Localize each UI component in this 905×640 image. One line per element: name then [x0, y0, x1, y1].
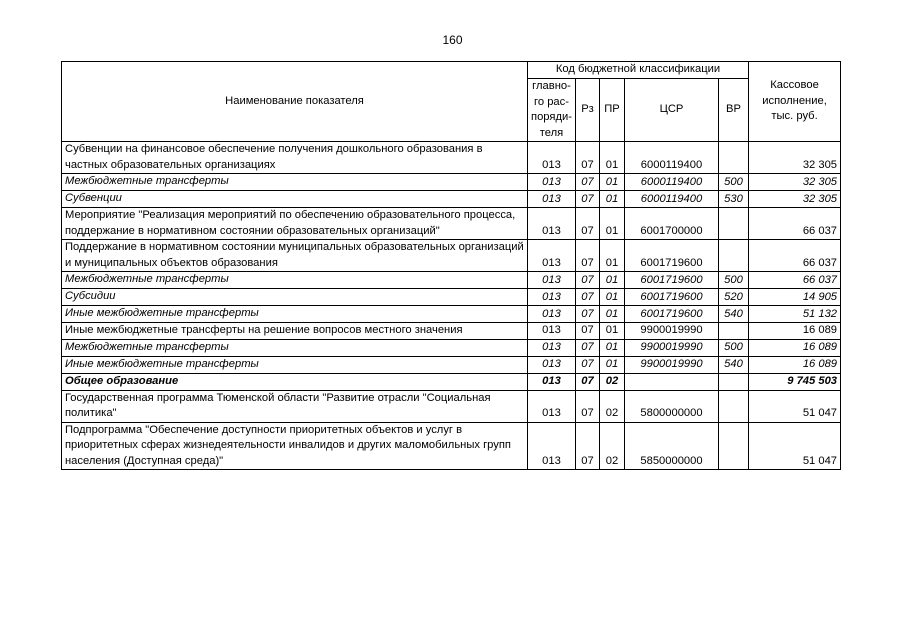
row-csr: 5800000000: [625, 390, 719, 422]
header-name: Наименование показателя: [62, 62, 528, 142]
row-csr: 6001719600: [625, 289, 719, 306]
table-row: [62, 390, 841, 422]
row-vr: 520: [719, 289, 749, 306]
row-name: Иные межбюджетные трансферты на решение вопросов местного значения: [62, 323, 528, 340]
row-name: Субсидии: [62, 289, 528, 306]
row-name: Иные межбюджетные трансферты: [62, 306, 528, 323]
row-rz: 07: [576, 339, 600, 356]
table-row: [62, 191, 841, 208]
row-rz: 07: [576, 208, 600, 240]
row-amount: 16 089: [749, 356, 841, 373]
row-pr: 01: [600, 191, 625, 208]
header-rz: Рз: [576, 79, 600, 142]
row-amount: 14 905: [749, 289, 841, 306]
row-vr: [719, 373, 749, 390]
row-pr: 01: [600, 272, 625, 289]
row-vr: [719, 390, 749, 422]
row-rz: 07: [576, 306, 600, 323]
row-name: Межбюджетные трансферты: [62, 272, 528, 289]
row-vr: 530: [719, 191, 749, 208]
header-code-group: Код бюджетной классификации: [528, 62, 749, 79]
table-row: [62, 323, 841, 340]
table-row: [62, 339, 841, 356]
row-name: Межбюджетные трансферты: [62, 339, 528, 356]
row-glavny: 013: [528, 191, 576, 208]
row-csr: 6000119400: [625, 191, 719, 208]
row-amount: 51 047: [749, 422, 841, 470]
row-glavny: 013: [528, 373, 576, 390]
row-amount: 51 047: [749, 390, 841, 422]
row-pr: 02: [600, 422, 625, 470]
row-glavny: 013: [528, 390, 576, 422]
row-rz: 07: [576, 289, 600, 306]
table-row: [62, 289, 841, 306]
row-pr: 01: [600, 240, 625, 272]
row-pr: 01: [600, 289, 625, 306]
table-row: [62, 356, 841, 373]
header-total: Кассовое исполнение, тыс. руб.: [749, 62, 841, 142]
row-rz: 07: [576, 323, 600, 340]
table-row: [62, 142, 841, 174]
header-vr: ВР: [719, 79, 749, 142]
row-glavny: 013: [528, 306, 576, 323]
row-vr: [719, 323, 749, 340]
header-csr: ЦСР: [625, 79, 719, 142]
row-pr: 01: [600, 323, 625, 340]
row-rz: 07: [576, 356, 600, 373]
row-pr: 01: [600, 356, 625, 373]
row-pr: 01: [600, 174, 625, 191]
header-pr: ПР: [600, 79, 625, 142]
table-body: [62, 142, 841, 470]
row-name: Государственная программа Тюменской области "Развитие отрасли "Социальная политика": [62, 390, 528, 422]
row-glavny: 013: [528, 208, 576, 240]
table-row: [62, 306, 841, 323]
row-vr: [719, 422, 749, 470]
row-pr: 01: [600, 339, 625, 356]
row-amount: 66 037: [749, 272, 841, 289]
row-csr: 6001719600: [625, 240, 719, 272]
row-name: Субвенции на финансовое обеспечение получения дошкольного образования в частных образовательных организациях: [62, 142, 528, 174]
row-glavny: 013: [528, 289, 576, 306]
row-rz: 07: [576, 174, 600, 191]
row-glavny: 013: [528, 356, 576, 373]
row-vr: [719, 142, 749, 174]
row-glavny: 013: [528, 323, 576, 340]
row-glavny: 013: [528, 142, 576, 174]
row-name: Общее образование: [62, 373, 528, 390]
table-row: [62, 208, 841, 240]
row-vr: [719, 240, 749, 272]
row-csr: [625, 373, 719, 390]
row-glavny: 013: [528, 422, 576, 470]
row-pr: 01: [600, 306, 625, 323]
row-rz: 07: [576, 272, 600, 289]
row-csr: 9900019990: [625, 356, 719, 373]
row-amount: 16 089: [749, 323, 841, 340]
row-rz: 07: [576, 240, 600, 272]
row-amount: 9 745 503: [749, 373, 841, 390]
row-name: Иные межбюджетные трансферты: [62, 356, 528, 373]
row-csr: 9900019990: [625, 323, 719, 340]
row-name: Подпрограмма "Обеспечение доступности приоритетных объектов и услуг в приоритетных сферах жизнедеятельности инвалидов и других маломобильных групп населения (Доступная среда)": [62, 422, 528, 470]
table-row: [62, 272, 841, 289]
row-vr: 540: [719, 306, 749, 323]
row-name: Мероприятие "Реализация мероприятий по обеспечению образовательного процесса, поддержание в нормативном состоянии образовательных организаций": [62, 208, 528, 240]
row-name: Межбюджетные трансферты: [62, 174, 528, 191]
row-glavny: 013: [528, 174, 576, 191]
row-amount: 16 089: [749, 339, 841, 356]
row-pr: 01: [600, 208, 625, 240]
row-pr: 02: [600, 390, 625, 422]
row-pr: 01: [600, 142, 625, 174]
row-name: Субвенции: [62, 191, 528, 208]
row-csr: 6001700000: [625, 208, 719, 240]
row-amount: 66 037: [749, 208, 841, 240]
row-csr: 6000119400: [625, 174, 719, 191]
header-glavny: главно- го рас- поряди- теля: [528, 79, 576, 142]
row-csr: 9900019990: [625, 339, 719, 356]
row-amount: 32 305: [749, 191, 841, 208]
row-vr: 500: [719, 272, 749, 289]
row-rz: 07: [576, 390, 600, 422]
table-row: [62, 174, 841, 191]
table-row: [62, 422, 841, 470]
row-rz: 07: [576, 422, 600, 470]
row-vr: [719, 208, 749, 240]
row-amount: 51 132: [749, 306, 841, 323]
row-amount: 66 037: [749, 240, 841, 272]
row-amount: 32 305: [749, 174, 841, 191]
row-name: Поддержание в нормативном состоянии муниципальных образовательных организаций и муниципальных объектов образования: [62, 240, 528, 272]
row-amount: 32 305: [749, 142, 841, 174]
row-vr: 500: [719, 339, 749, 356]
row-glavny: 013: [528, 339, 576, 356]
row-vr: 500: [719, 174, 749, 191]
row-csr: 6001719600: [625, 306, 719, 323]
row-csr: 5850000000: [625, 422, 719, 470]
table-row: [62, 373, 841, 390]
row-glavny: 013: [528, 272, 576, 289]
row-rz: 07: [576, 191, 600, 208]
row-rz: 07: [576, 142, 600, 174]
page-number: 160: [442, 33, 463, 47]
table-row: [62, 240, 841, 272]
row-glavny: 013: [528, 240, 576, 272]
row-csr: 6000119400: [625, 142, 719, 174]
row-pr: 02: [600, 373, 625, 390]
row-vr: 540: [719, 356, 749, 373]
budget-table: [61, 61, 841, 470]
row-rz: 07: [576, 373, 600, 390]
row-csr: 6001719600: [625, 272, 719, 289]
